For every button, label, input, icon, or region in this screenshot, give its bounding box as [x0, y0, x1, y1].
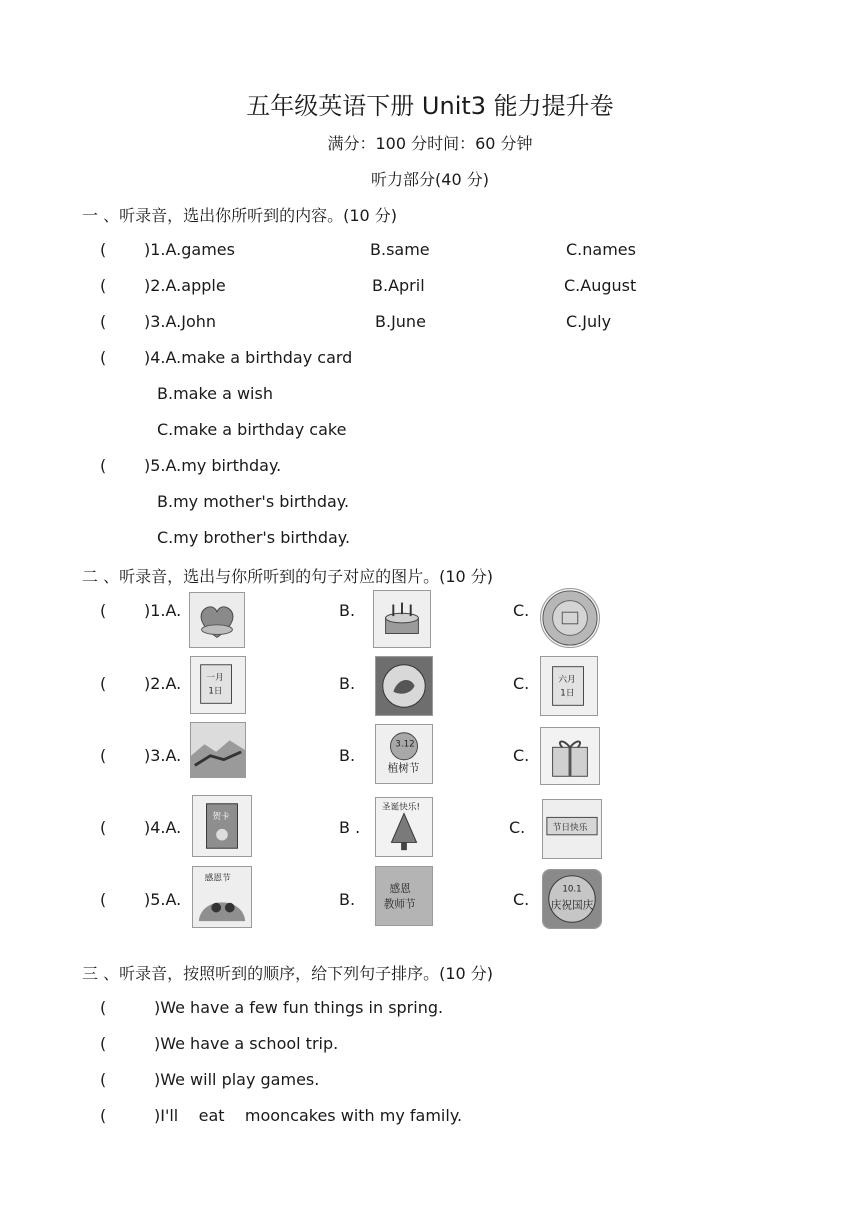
christmas-picture: [375, 797, 433, 857]
answer-paren[interactable]: (: [100, 746, 107, 765]
answer-paren[interactable]: (: [100, 276, 107, 295]
thanksgiving-picture: [192, 866, 252, 928]
answer-paren[interactable]: (: [100, 240, 107, 259]
section-1-heading: 一 、听录音，选出你所听到的内容。(10 分): [82, 206, 398, 225]
national-date-label: 10.1: [562, 884, 582, 895]
birthday-cake-picture: [373, 590, 431, 648]
question-5-option-a: )5.A.my birthday.: [144, 456, 282, 475]
greeting-card-picture: [192, 795, 252, 857]
answer-paren[interactable]: (: [100, 1070, 107, 1089]
answer-paren[interactable]: (: [100, 1034, 107, 1053]
festival-banner-picture: [542, 799, 602, 859]
ordering-sentence: )I'll eat mooncakes with my family.: [154, 1106, 463, 1125]
christmas-label: 圣诞快乐!: [381, 802, 420, 813]
question-2-option-c: C.August: [564, 276, 637, 295]
picture-question-1-label: )1.A.: [144, 601, 182, 620]
ordering-sentence: )We have a few fun things in spring.: [154, 998, 444, 1017]
picture-question-5-label: )5.A.: [144, 890, 182, 909]
picture-question-1-b-label: B.: [339, 601, 356, 620]
picture-question-2-label: )2.A.: [144, 674, 182, 693]
picture-question-2-c-label: C.: [513, 674, 530, 693]
june-label: 六月: [558, 675, 576, 686]
january-day-label: 1日: [208, 686, 223, 697]
picture-question-3-label: )3.A.: [144, 746, 182, 765]
question-4-option-b: B.make a wish: [157, 384, 273, 403]
picture-question-1-c-label: C.: [513, 601, 530, 620]
teacher-day-label: 教师节: [383, 897, 416, 911]
teacher-label: 感恩: [389, 882, 411, 896]
page-title: 五年级英语下册 Unit3 能力提升卷: [246, 92, 614, 120]
rooster-picture: [375, 656, 433, 716]
picture-question-3-c-label: C.: [513, 746, 530, 765]
tree-day-label: 植树节: [387, 761, 420, 775]
january-calendar-picture: [190, 656, 246, 714]
june-calendar-picture: [540, 656, 598, 716]
heart-cake-picture: [189, 592, 245, 648]
thanksgiving-label: 感恩节: [204, 873, 231, 884]
answer-paren[interactable]: (: [100, 890, 107, 909]
question-1-option-b: B.same: [370, 240, 430, 259]
question-5-option-c: C.my brother's birthday.: [157, 528, 351, 547]
answer-paren[interactable]: (: [100, 312, 107, 331]
picture-question-5-c-label: C.: [513, 890, 530, 909]
picture-question-4-label: )4.A.: [144, 818, 182, 837]
picture-question-2-b-label: B.: [339, 674, 356, 693]
question-1-option-a: )1.A.games: [144, 240, 235, 259]
banner-label: 节日快乐: [552, 822, 588, 833]
tree-planting-day-picture: [375, 724, 433, 784]
question-3-option-a: )3.A.John: [144, 312, 217, 331]
ordering-sentence: )We have a school trip.: [154, 1034, 339, 1053]
question-3-option-c: C.July: [566, 312, 612, 331]
gift-box-picture: [540, 727, 600, 785]
great-wall-picture: [190, 722, 246, 778]
national-day-label: 庆祝国庆: [550, 898, 594, 912]
question-2-option-a: )2.A.apple: [144, 276, 226, 295]
june-day-label: 1日: [560, 688, 575, 699]
question-1-option-c: C.names: [566, 240, 636, 259]
picture-question-5-b-label: B.: [339, 890, 356, 909]
picture-question-4-c-label: C.: [509, 818, 526, 837]
national-day-picture: [542, 869, 602, 929]
question-2-option-b: B.April: [372, 276, 425, 295]
january-label: 一月: [206, 673, 224, 684]
teachers-day-picture: [375, 866, 433, 926]
answer-paren[interactable]: (: [100, 456, 107, 475]
part-label: 听力部分(40 分): [371, 170, 489, 189]
mooncake-picture: [540, 588, 600, 648]
picture-question-4-b-label: B .: [339, 818, 361, 837]
tree-date-label: 3.12: [395, 739, 415, 750]
score-time: 满分：100 分时间：60 分钟: [327, 134, 533, 153]
answer-paren[interactable]: (: [100, 601, 107, 620]
card-label: 贺卡: [212, 812, 230, 823]
answer-paren[interactable]: (: [100, 674, 107, 693]
question-3-option-b: B.June: [375, 312, 426, 331]
question-4-option-c: C.make a birthday cake: [157, 420, 347, 439]
section-2-heading: 二 、听录音，选出与你所听到的句子对应的图片。(10 分): [82, 567, 494, 586]
question-5-option-b: B.my mother's birthday.: [157, 492, 350, 511]
ordering-sentence: )We will play games.: [154, 1070, 320, 1089]
answer-paren[interactable]: (: [100, 818, 107, 837]
answer-paren[interactable]: (: [100, 1106, 107, 1125]
question-4-option-a: )4.A.make a birthday card: [144, 348, 353, 367]
answer-paren[interactable]: (: [100, 998, 107, 1017]
answer-paren[interactable]: (: [100, 348, 107, 367]
picture-question-3-b-label: B.: [339, 746, 356, 765]
section-3-heading: 三 、听录音，按照听到的顺序，给下列句子排序。(10 分): [82, 964, 494, 983]
